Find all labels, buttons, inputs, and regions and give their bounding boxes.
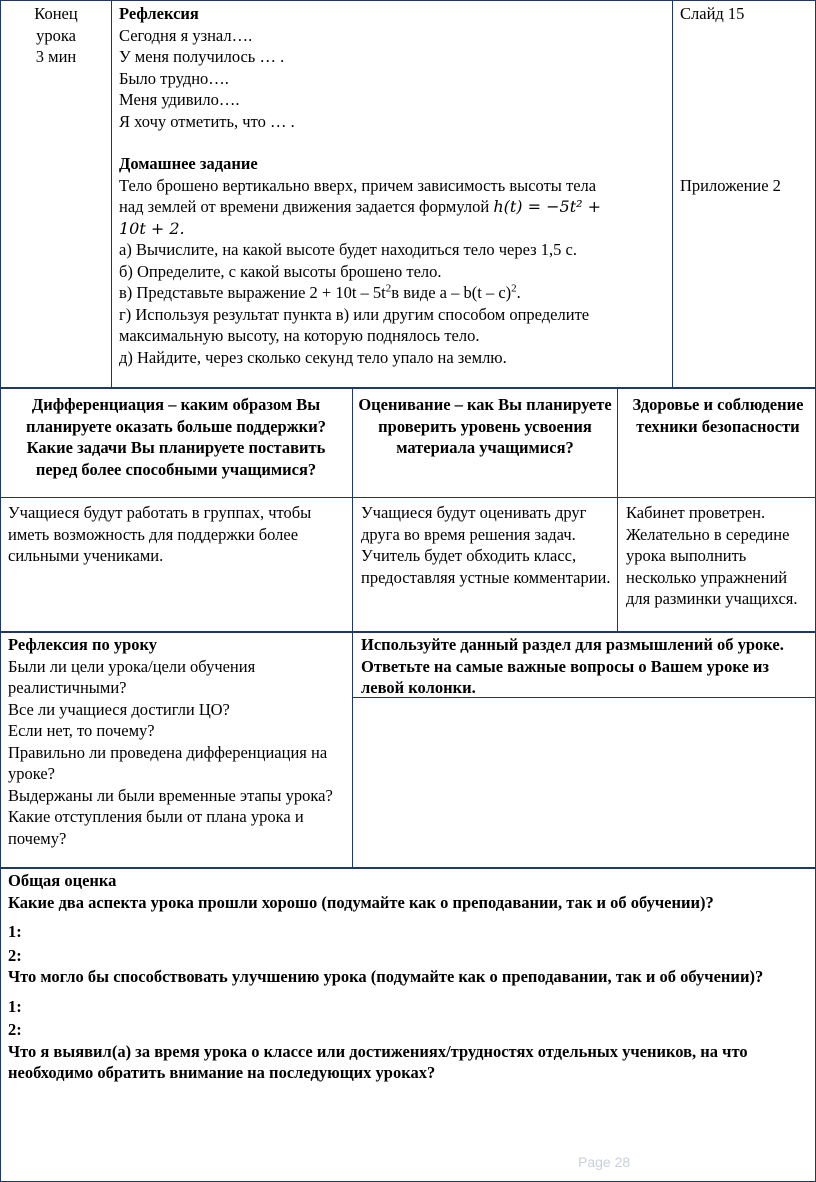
middle-col-divider-1	[352, 388, 353, 632]
resources-cell	[680, 3, 814, 25]
answer-slot: 1:	[8, 922, 22, 941]
assessment-text-2: Учитель будет обходить класс, предоставляя устные комментарии.	[361, 546, 611, 587]
reflection-question: Правильно ли проведена дифференциация на уроке?	[8, 742, 328, 783]
differentiation-header: Дифференциация – каким образом Вы планируете оказать больше поддержки? Какие задачи Вы планируете поставить перед более способными учащимися?	[26, 395, 326, 479]
top-col-divider-2	[672, 0, 673, 388]
reflection-line: Я хочу отметить, что … .	[119, 111, 295, 131]
formula-continuation: 10t + 2.	[119, 218, 185, 238]
reflection-questions	[8, 634, 348, 849]
task-g-2: максимальную высоту, на которую поднялось тело.	[119, 326, 480, 345]
reflection-line: Меня удивило….	[119, 90, 240, 109]
page-footer: Page 28	[578, 1154, 631, 1170]
task-b: б) Определите, с какой высоты брошено тело.	[119, 261, 442, 281]
stage-line: 3 мин	[35, 47, 77, 66]
stage-line: урока	[36, 25, 76, 45]
lesson-reflection-title: Рефлексия по уроку	[8, 635, 158, 654]
reflection-col-divider	[352, 632, 353, 868]
reflection-question: Были ли цели урока/цели обучения реалистичными?	[8, 656, 256, 697]
task-g: г) Используя результат пункта в) или другим способом определите	[119, 304, 590, 324]
stage-cell	[4, 3, 108, 68]
task-v: в) Представьте выражение $2 + 10t - 5t^2в$ виде a – b(t – c)$^2$.	[119, 282, 521, 302]
assessment-text-1: Учащиеся будут оценивать друг друга во время решения задач.	[361, 503, 587, 544]
summary-title: Общая оценка	[8, 871, 117, 890]
appendix-cell	[680, 175, 814, 197]
homework-title: Домашнее задание	[119, 154, 258, 173]
reflection-question: Если нет, то почему?	[8, 721, 155, 740]
reflection-title: Рефлексия	[119, 4, 199, 23]
middle-row-divider	[0, 497, 816, 498]
reflection-question: Выдержаны ли были временные этапы урока?	[8, 785, 333, 805]
summary-question-2: Что могло бы способствовать улучшению урока (подумайте как о преподавании, так и об обучении)?	[8, 967, 764, 986]
homework-intro: Тело брошено вертикально вверх, причем зависимость высоты тела	[119, 175, 597, 195]
slide-label: Слайд 15	[680, 4, 745, 23]
assessment-header: Оценивание – как Вы планируете проверить уровень усвоения материала учащимися?	[358, 395, 612, 457]
reflection-line: Было трудно….	[119, 68, 229, 88]
reflection-instruction: Используйте данный раздел для размышлений об уроке. Ответьте на самые важные вопросы о Вашем уроке из левой колонки.	[361, 635, 784, 697]
task-d: д) Найдите, через сколько секунд тело упало на землю.	[119, 347, 507, 367]
summary-content	[8, 870, 812, 1084]
lesson-content-cell	[119, 3, 671, 368]
answer-slot: 2:	[8, 945, 22, 965]
reflection-question: Все ли учащиеся достигли ЦО?	[8, 699, 230, 719]
summary-question-3: Что я выявил(а) за время урока о классе или достижениях/трудностях отдельных учеников, на что необходимо обратить внимание на последующих уроках?	[8, 1041, 748, 1082]
reflection-question: Какие отступления были от плана урока и почему?	[8, 807, 304, 848]
formula: h(t) = −5t² +	[493, 197, 602, 216]
middle-col-divider-2	[617, 388, 618, 632]
differentiation-content: Учащиеся будут работать в группах, чтобы иметь возможность для поддержки более сильными учениками.	[8, 503, 312, 565]
reflection-line: Сегодня я узнал….	[119, 25, 253, 45]
task-a: а) Вычислите, на какой высоте будет находиться тело через 1,5 с.	[119, 240, 577, 259]
homework-intro-2: над землей от времени движения задается формулой h(t) = −5t² +	[119, 197, 602, 216]
top-col-divider-1	[111, 0, 112, 388]
assessment-content	[361, 502, 613, 588]
answer-slot: 1:	[8, 996, 22, 1016]
health-content: Кабинет проветрен. Желательно в середине урока выполнить несколько упражнений для разминки учащихся.	[626, 503, 798, 608]
answer-slot: 2:	[8, 1020, 22, 1039]
stage-line: Конец	[34, 4, 78, 23]
reflection-line: У меня получилось … .	[119, 47, 285, 66]
appendix-label: Приложение 2	[680, 176, 781, 195]
health-header: Здоровье и соблюдение техники безопасности	[632, 395, 804, 436]
summary-question-1: Какие два аспекта урока прошли хорошо (подумайте как о преподавании, так и об обучении)?	[8, 892, 714, 912]
